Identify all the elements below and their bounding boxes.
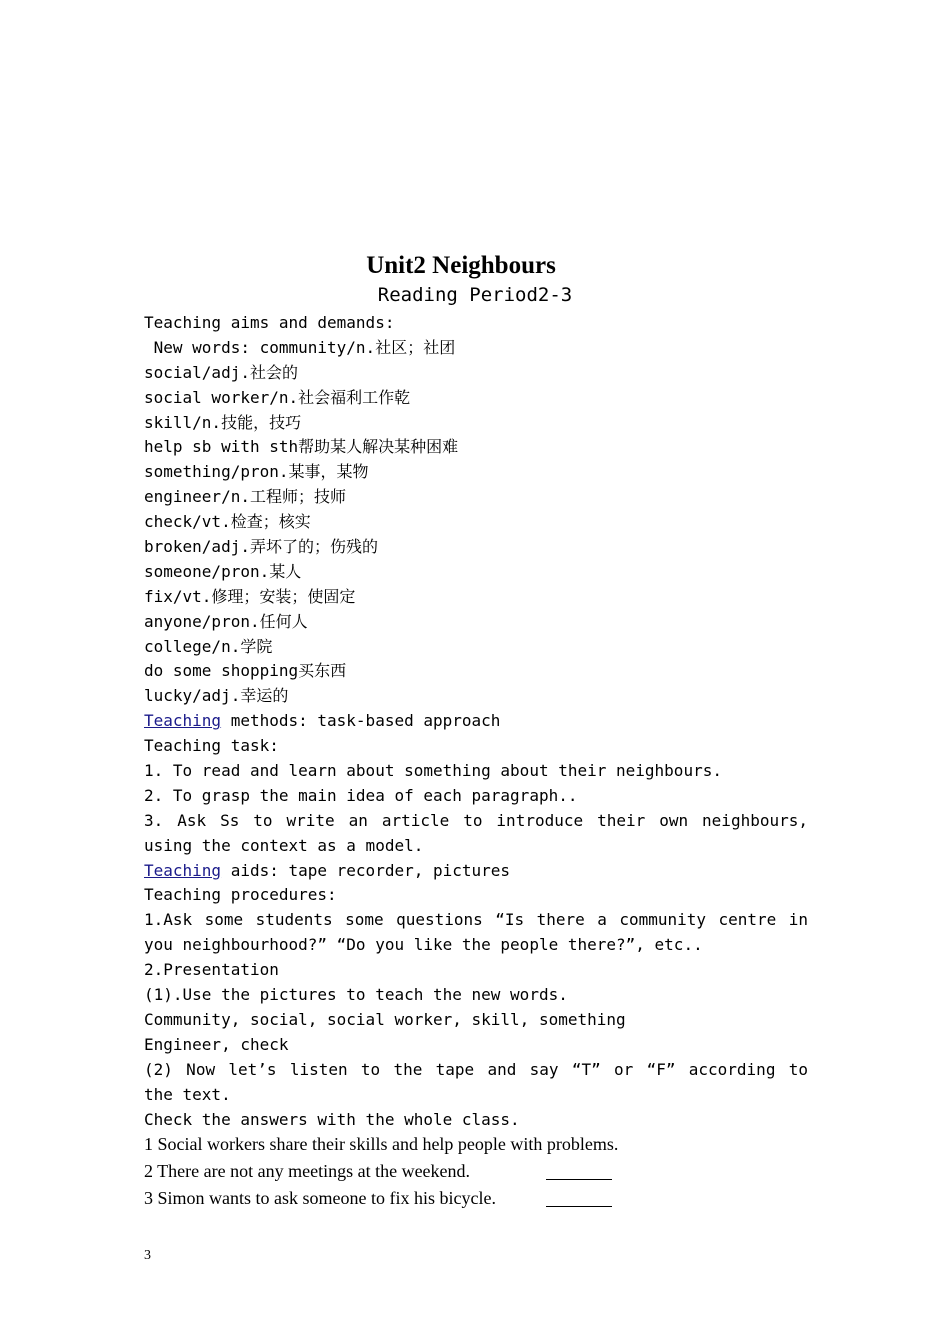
vocab-line: college/n.学院 (144, 636, 273, 656)
procedure-line: Engineer, check (144, 1034, 289, 1054)
vocab-line: social/adj.社会的 (144, 362, 298, 382)
page-subtitle: Reading Period2-3 (377, 284, 573, 306)
page-number: 3 (144, 1248, 151, 1263)
vocab-line: lucky/adj.幸运的 (144, 686, 289, 706)
vocab-line: something/pron.某事，某物 (144, 462, 369, 482)
aids-text: aids: tape recorder, pictures (221, 860, 511, 880)
methods-text: methods: task-based approach (221, 711, 501, 731)
vocab-line: help sb with sth帮助某人解决某种困难 (144, 437, 459, 457)
vocab-line: do some shopping买东西 (144, 661, 347, 681)
procedure-line: Community, social, social worker, skill, something (144, 1009, 626, 1029)
task-line: 3. Ask Ss to write an article to introduce their own neighbours, (144, 810, 808, 830)
vocab-line: fix/vt.修理；安装；使固定 (144, 586, 356, 606)
answer-blank (546, 1206, 612, 1207)
statement-2 (144, 1158, 808, 1185)
vocab-line: broken/adj.弄坏了的；伤残的 (144, 537, 378, 557)
answer-blank (546, 1179, 612, 1180)
methods-line (144, 709, 808, 734)
procedure-line: 2.Presentation (144, 960, 279, 980)
teaching-link[interactable]: Teaching (144, 860, 222, 880)
vocab-line: skill/n.技能，技巧 (144, 412, 302, 432)
true-false-statements (144, 1131, 808, 1212)
statement-1: 1 Social workers share their skills and help people with problems. (144, 1134, 619, 1154)
statement-text: 2 There are not any meetings at the weekend. (144, 1161, 471, 1181)
vocab-line: someone/pron.某人 (144, 561, 302, 581)
procedure-line: (2) Now let’s listen to the tape and say “T” or “F” according to (144, 1059, 808, 1079)
aids-line (144, 859, 808, 884)
procedure-line: 1.Ask some students some questions “Is there a community centre in (144, 910, 808, 930)
vocab-line: anyone/pron.任何人 (144, 611, 308, 631)
statement-text: 3 Simon wants to ask someone to fix his bicycle. (144, 1188, 496, 1208)
task-line: 1. To read and learn about something about their neighbours. (144, 761, 722, 781)
task-line: using the context as a model. (144, 835, 424, 855)
procedure-line: Check the answers with the whole class. (144, 1109, 520, 1129)
procedures-heading: Teaching procedures: (144, 885, 337, 905)
vocab-line: check/vt.检查；核实 (144, 512, 311, 532)
task-line: 2. To grasp the main idea of each paragraph.. (144, 785, 578, 805)
vocab-line: social worker/n.社会福利工作乾 (144, 387, 411, 407)
page-title: Unit2 Neighbours (366, 252, 556, 279)
procedure-line: you neighbourhood?” “Do you like the people there?”, etc.. (144, 935, 703, 955)
statement-3 (144, 1185, 808, 1212)
task-heading: Teaching task: (144, 736, 279, 756)
procedure-line: the text. (144, 1084, 231, 1104)
procedure-line: (1).Use the pictures to teach the new words. (144, 985, 568, 1005)
lesson-body (144, 311, 808, 1132)
aims-heading: Teaching aims and demands: (144, 313, 395, 332)
vocab-line: engineer/n.工程师；技师 (144, 487, 346, 507)
teaching-link[interactable]: Teaching (144, 711, 222, 731)
vocab-line: New words: community/n.社区；社团 (144, 337, 456, 357)
